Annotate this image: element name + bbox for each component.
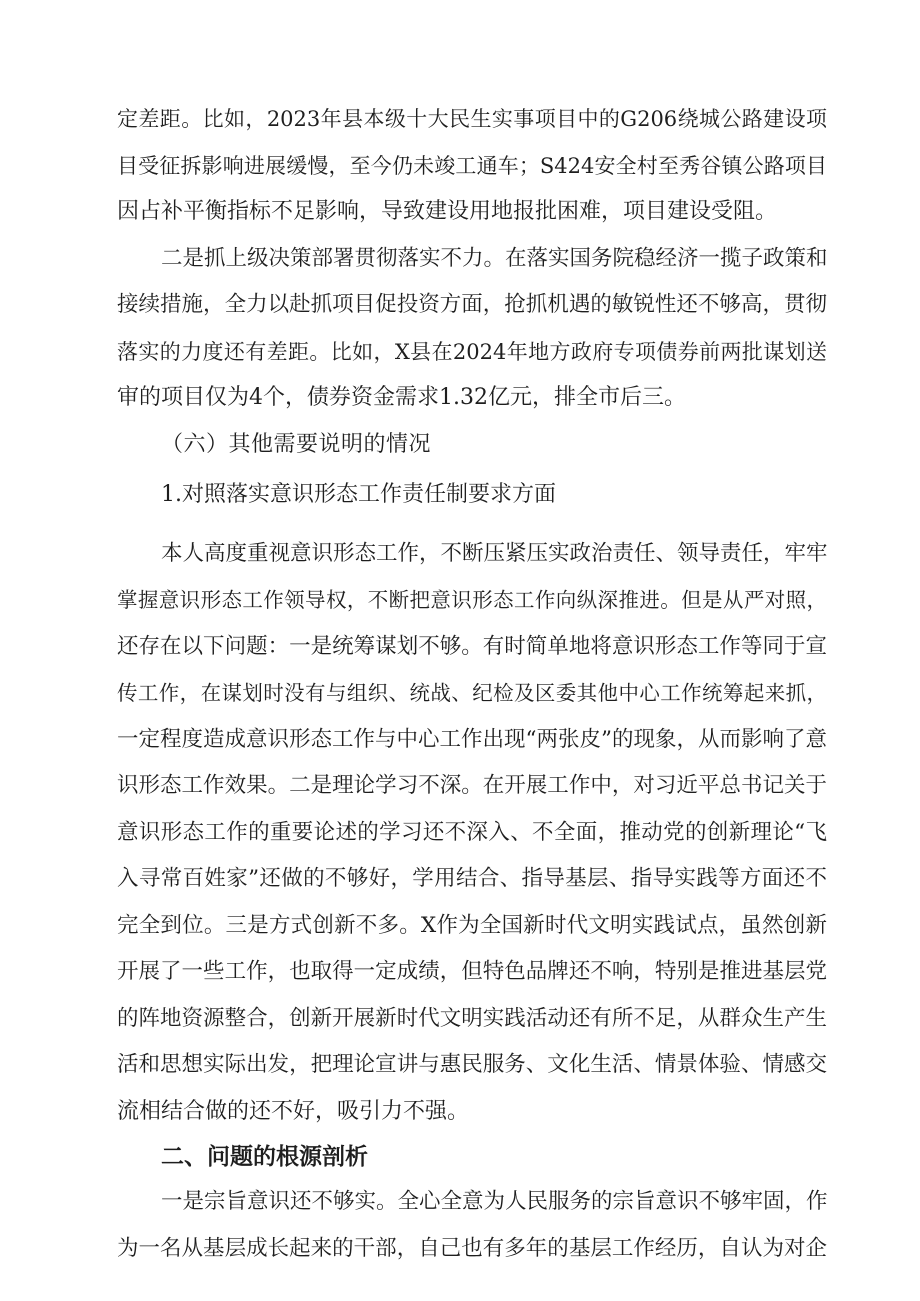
text-line: 还存在以下问题：一是统筹谋划不够。有时简单地将意识形态工作等同于宣: [117, 633, 827, 659]
item-heading-ideology: 1.对照落实意识形态工作责任制要求方面: [161, 482, 556, 507]
text-line: 为一名从基层成长起来的干部，自己也有多年的基层工作经历，自认为对企: [117, 1235, 827, 1261]
text-line: 本人高度重视意识形态工作，不断压紧压实政治责任、领导责任，牢牢: [161, 540, 828, 566]
text-line: 因占补平衡指标不足影响，导致建设用地报批困难，项目建设受阻。: [117, 199, 778, 224]
paragraph-purpose: [117, 1179, 827, 1272]
text-line: 意识形态工作的重要论述的学习还不深入、不全面，推动党的创新理论“飞: [117, 819, 827, 845]
text-line: 完全到位。三是方式创新不多。X作为全国新时代文明实践试点，虽然创新: [117, 912, 827, 938]
subheading-other-matters: （六）其他需要说明的情况: [161, 431, 432, 457]
text-line: 的阵地资源整合，创新开展新时代文明实践活动还有所不足，从群众生产生: [117, 1005, 827, 1031]
text-line: 一定程度造成意识形态工作与中心工作出现“两张皮”的现象，从而影响了意: [117, 726, 827, 752]
text-line: 二是抓上级决策部署贯彻落实不力。在落实国务院稳经济一揽子政策和: [161, 245, 828, 271]
text-line: 入寻常百姓家”还做的不够好，学用结合、指导基层、指导实践等方面还不: [117, 866, 827, 891]
paragraph-ideology: [117, 531, 827, 1136]
text-line: 一是宗旨意识还不够实。全心全意为人民服务的宗旨意识不够牢固，作: [161, 1189, 828, 1214]
paragraph-implementation: [117, 236, 827, 422]
text-line: 定差距。比如，2023年县本级十大民生实事项目中的G206绕城公路建设项: [117, 107, 827, 131]
text-line: 目受征拆影响进展缓慢，至今仍未竣工通车；S424安全村至秀谷镇公路项目: [117, 153, 827, 178]
text-line: 掌握意识形态工作领导权，不断把意识形态工作向纵深推进。但是从严对照，: [117, 588, 827, 612]
text-line: 开展了一些工作，也取得一定成绩，但特色品牌还不响，特别是推进基层党: [117, 959, 827, 984]
text-line: 传工作，在谋划时没有与组织、统战、纪检及区委其他中心工作统筹起来抓，: [117, 681, 827, 705]
text-line: 识形态工作效果。二是理论学习不深。在开展工作中，对习近平总书记关于: [117, 773, 827, 798]
section-heading-root-cause: 二、问题的根源剖析: [161, 1144, 368, 1170]
text-line: 审的项目仅为4个，债券资金需求1.32亿元，排全市后三。: [117, 385, 686, 410]
text-line: 活和思想实际出发，把理论宣讲与惠民服务、文化生活、情景体验、情感交: [117, 1052, 827, 1077]
text-line: 落实的力度还有差距。比如，X县在2024年地方政府专项债券前两批谋划送: [117, 339, 827, 364]
text-line: 流相结合做的还不好，吸引力不强。: [117, 1098, 470, 1124]
text-line: 接续措施，全力以赴抓项目促投资方面，抢抓机遇的敏锐性还不够高，贯彻: [117, 292, 827, 317]
document-body: [117, 96, 827, 1272]
paragraph-continuation: [117, 96, 827, 236]
